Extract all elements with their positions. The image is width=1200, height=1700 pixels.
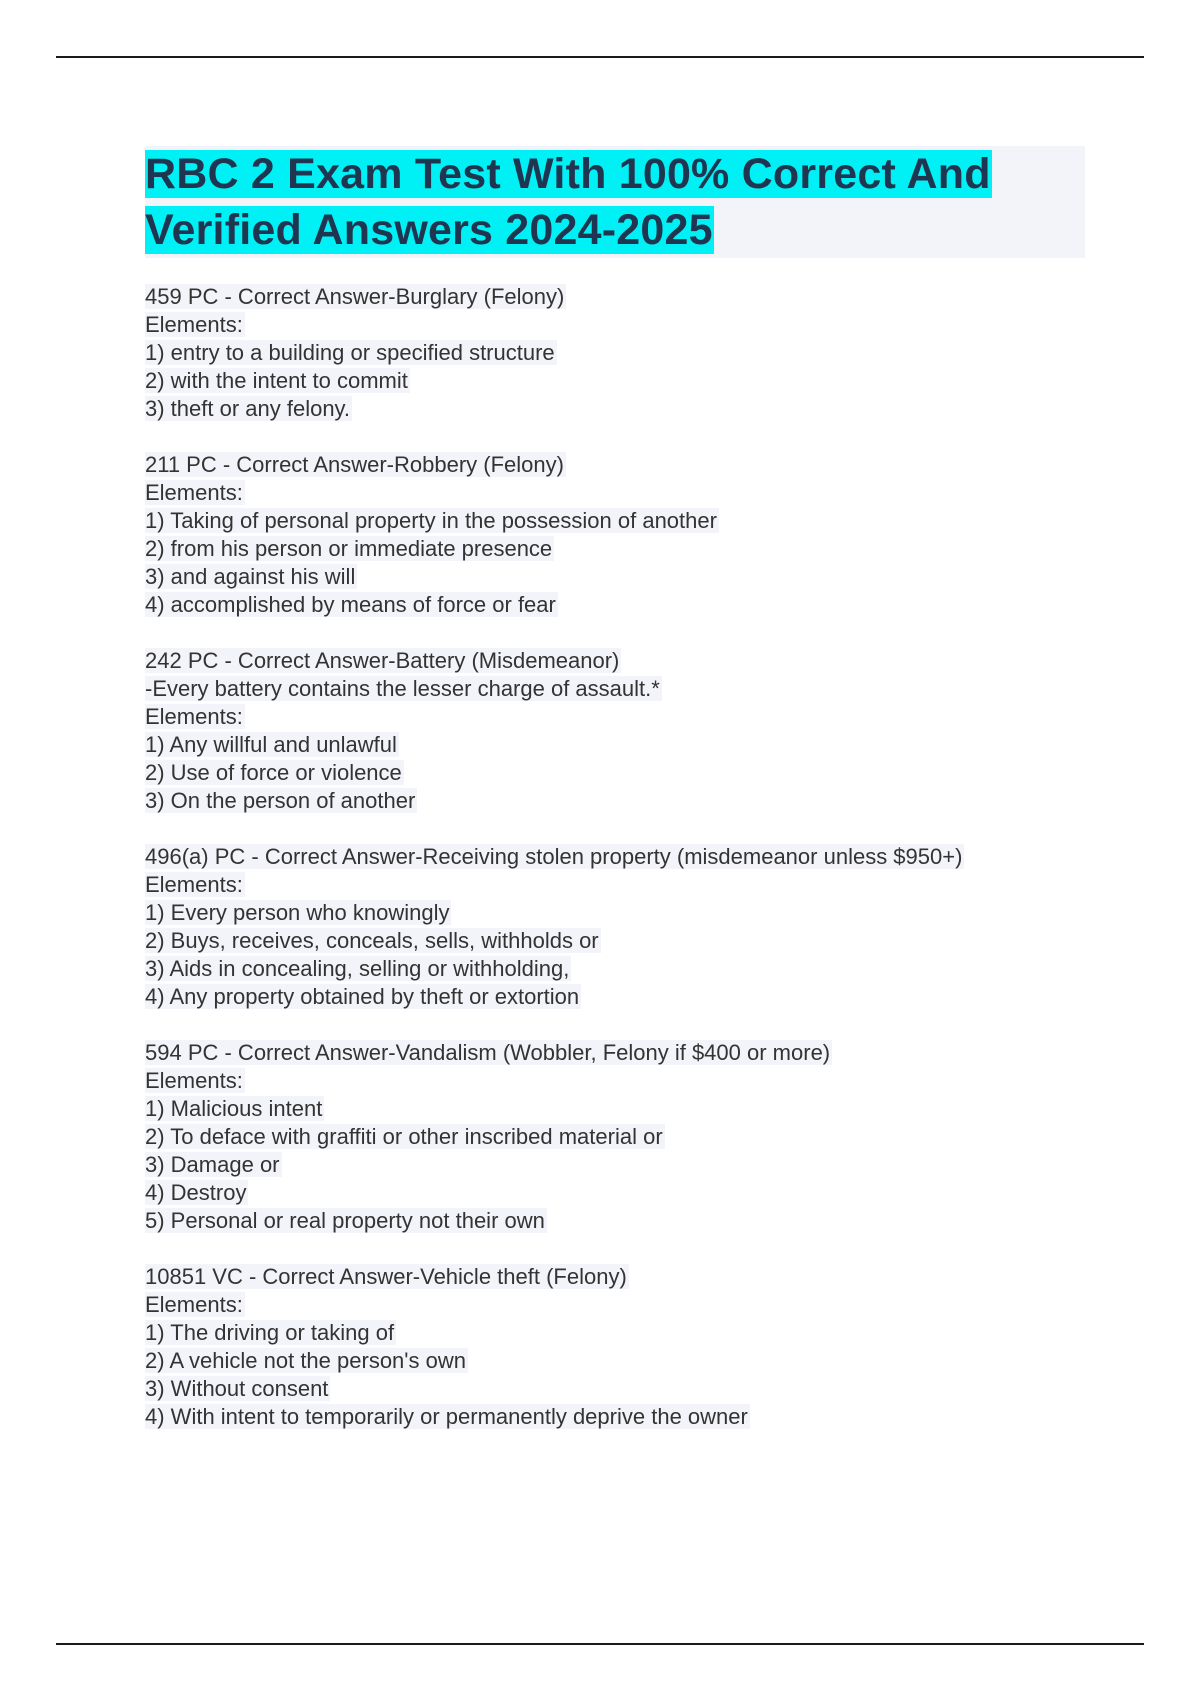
entry-line	[145, 871, 1085, 899]
entry-line-text: 3) theft or any felony.	[145, 396, 351, 421]
entry-line	[145, 591, 1085, 619]
entry-line-text: 2) Buys, receives, conceals, sells, withholds or	[145, 928, 599, 953]
entry-line	[145, 955, 1085, 983]
entry-line	[145, 675, 1085, 703]
document-body	[145, 146, 1085, 1459]
entry-line-text: 5) Personal or real property not their own	[145, 1208, 545, 1233]
entry-line-text: Elements:	[145, 312, 243, 337]
entry-heading-text: 459 PC - Correct Answer-Burglary (Felony)	[145, 284, 565, 309]
entry-line	[145, 983, 1085, 1011]
entry-line-text: 4) Destroy	[145, 1180, 247, 1205]
entry-line	[145, 1319, 1085, 1347]
entry-line-text: 2) A vehicle not the person's own	[145, 1348, 466, 1373]
entry-line	[145, 1179, 1085, 1207]
entry-heading	[145, 1039, 1085, 1067]
answer-entry	[145, 283, 1085, 423]
entry-line	[145, 395, 1085, 423]
entry-heading	[145, 843, 1085, 871]
entry-line-text: 1) Malicious intent	[145, 1096, 323, 1121]
entry-line-text: Elements:	[145, 480, 243, 505]
top-rule	[56, 56, 1144, 58]
entry-heading	[145, 451, 1085, 479]
entry-line-text: 2) with the intent to commit	[145, 368, 408, 393]
entry-line	[145, 1095, 1085, 1123]
entry-line-text: 3) On the person of another	[145, 788, 416, 813]
entry-line	[145, 535, 1085, 563]
entry-list	[145, 283, 1085, 1431]
entry-line	[145, 507, 1085, 535]
entry-line-text: 3) and against his will	[145, 564, 356, 589]
entry-line-text: Elements:	[145, 1068, 243, 1093]
entry-line	[145, 1375, 1085, 1403]
entry-line	[145, 339, 1085, 367]
answer-entry	[145, 647, 1085, 815]
entry-heading-text: 594 PC - Correct Answer-Vandalism (Wobbler, Felony if $400 or more)	[145, 1040, 831, 1065]
entry-line	[145, 703, 1085, 731]
entry-line-text: 4) Any property obtained by theft or extortion	[145, 984, 580, 1009]
entry-line	[145, 479, 1085, 507]
entry-line	[145, 927, 1085, 955]
entry-heading-text: 10851 VC - Correct Answer-Vehicle theft (Felony)	[145, 1264, 627, 1289]
answer-entry	[145, 1039, 1085, 1235]
entry-line	[145, 1123, 1085, 1151]
entry-line-text: -Every battery contains the lesser charge of assault.*	[145, 676, 660, 701]
entry-line-text: 1) entry to a building or specified structure	[145, 340, 555, 365]
entry-line	[145, 311, 1085, 339]
entry-line-text: 1) Every person who knowingly	[145, 900, 450, 925]
entry-line	[145, 787, 1085, 815]
entry-line-text: 2) To deface with graffiti or other inscribed material or	[145, 1124, 663, 1149]
entry-line-text: Elements:	[145, 1292, 243, 1317]
entry-line	[145, 759, 1085, 787]
entry-line	[145, 367, 1085, 395]
entry-heading	[145, 283, 1085, 311]
document-title	[145, 146, 1085, 258]
entry-line	[145, 1291, 1085, 1319]
entry-line	[145, 1347, 1085, 1375]
answer-entry	[145, 843, 1085, 1011]
entry-line	[145, 563, 1085, 591]
entry-line-text: 4) accomplished by means of force or fear	[145, 592, 556, 617]
answer-entry	[145, 1263, 1085, 1431]
document-title-text: RBC 2 Exam Test With 100% Correct And Verified Answers 2024-2025	[145, 150, 991, 254]
entry-heading-text: 496(a) PC - Correct Answer-Receiving stolen property (misdemeanor unless $950+)	[145, 844, 963, 869]
entry-line-text: 2) from his person or immediate presence	[145, 536, 553, 561]
entry-heading-text: 211 PC - Correct Answer-Robbery (Felony)	[145, 452, 564, 477]
entry-line-text: Elements:	[145, 704, 243, 729]
entry-heading-text: 242 PC - Correct Answer-Battery (Misdemeanor)	[145, 648, 620, 673]
entry-line-text: 1) Any willful and unlawful	[145, 732, 397, 757]
entry-line	[145, 1403, 1085, 1431]
entry-heading	[145, 1263, 1085, 1291]
entry-heading	[145, 647, 1085, 675]
entry-line-text: 1) Taking of personal property in the possession of another	[145, 508, 717, 533]
entry-line	[145, 1067, 1085, 1095]
entry-line-text: 3) Damage or	[145, 1152, 280, 1177]
answer-entry	[145, 451, 1085, 619]
entry-line-text: 4) With intent to temporarily or permanently deprive the owner	[145, 1404, 748, 1429]
entry-line-text: 3) Without consent	[145, 1376, 329, 1401]
entry-line	[145, 899, 1085, 927]
entry-line	[145, 1151, 1085, 1179]
entry-line-text: 1) The driving or taking of	[145, 1320, 395, 1345]
entry-line-text: 3) Aids in concealing, selling or withholding,	[145, 956, 570, 981]
entry-line-text: Elements:	[145, 872, 243, 897]
title-block	[145, 146, 1085, 258]
entry-line	[145, 731, 1085, 759]
entry-line	[145, 1207, 1085, 1235]
entry-line-text: 2) Use of force or violence	[145, 760, 402, 785]
bottom-rule	[56, 1643, 1144, 1645]
